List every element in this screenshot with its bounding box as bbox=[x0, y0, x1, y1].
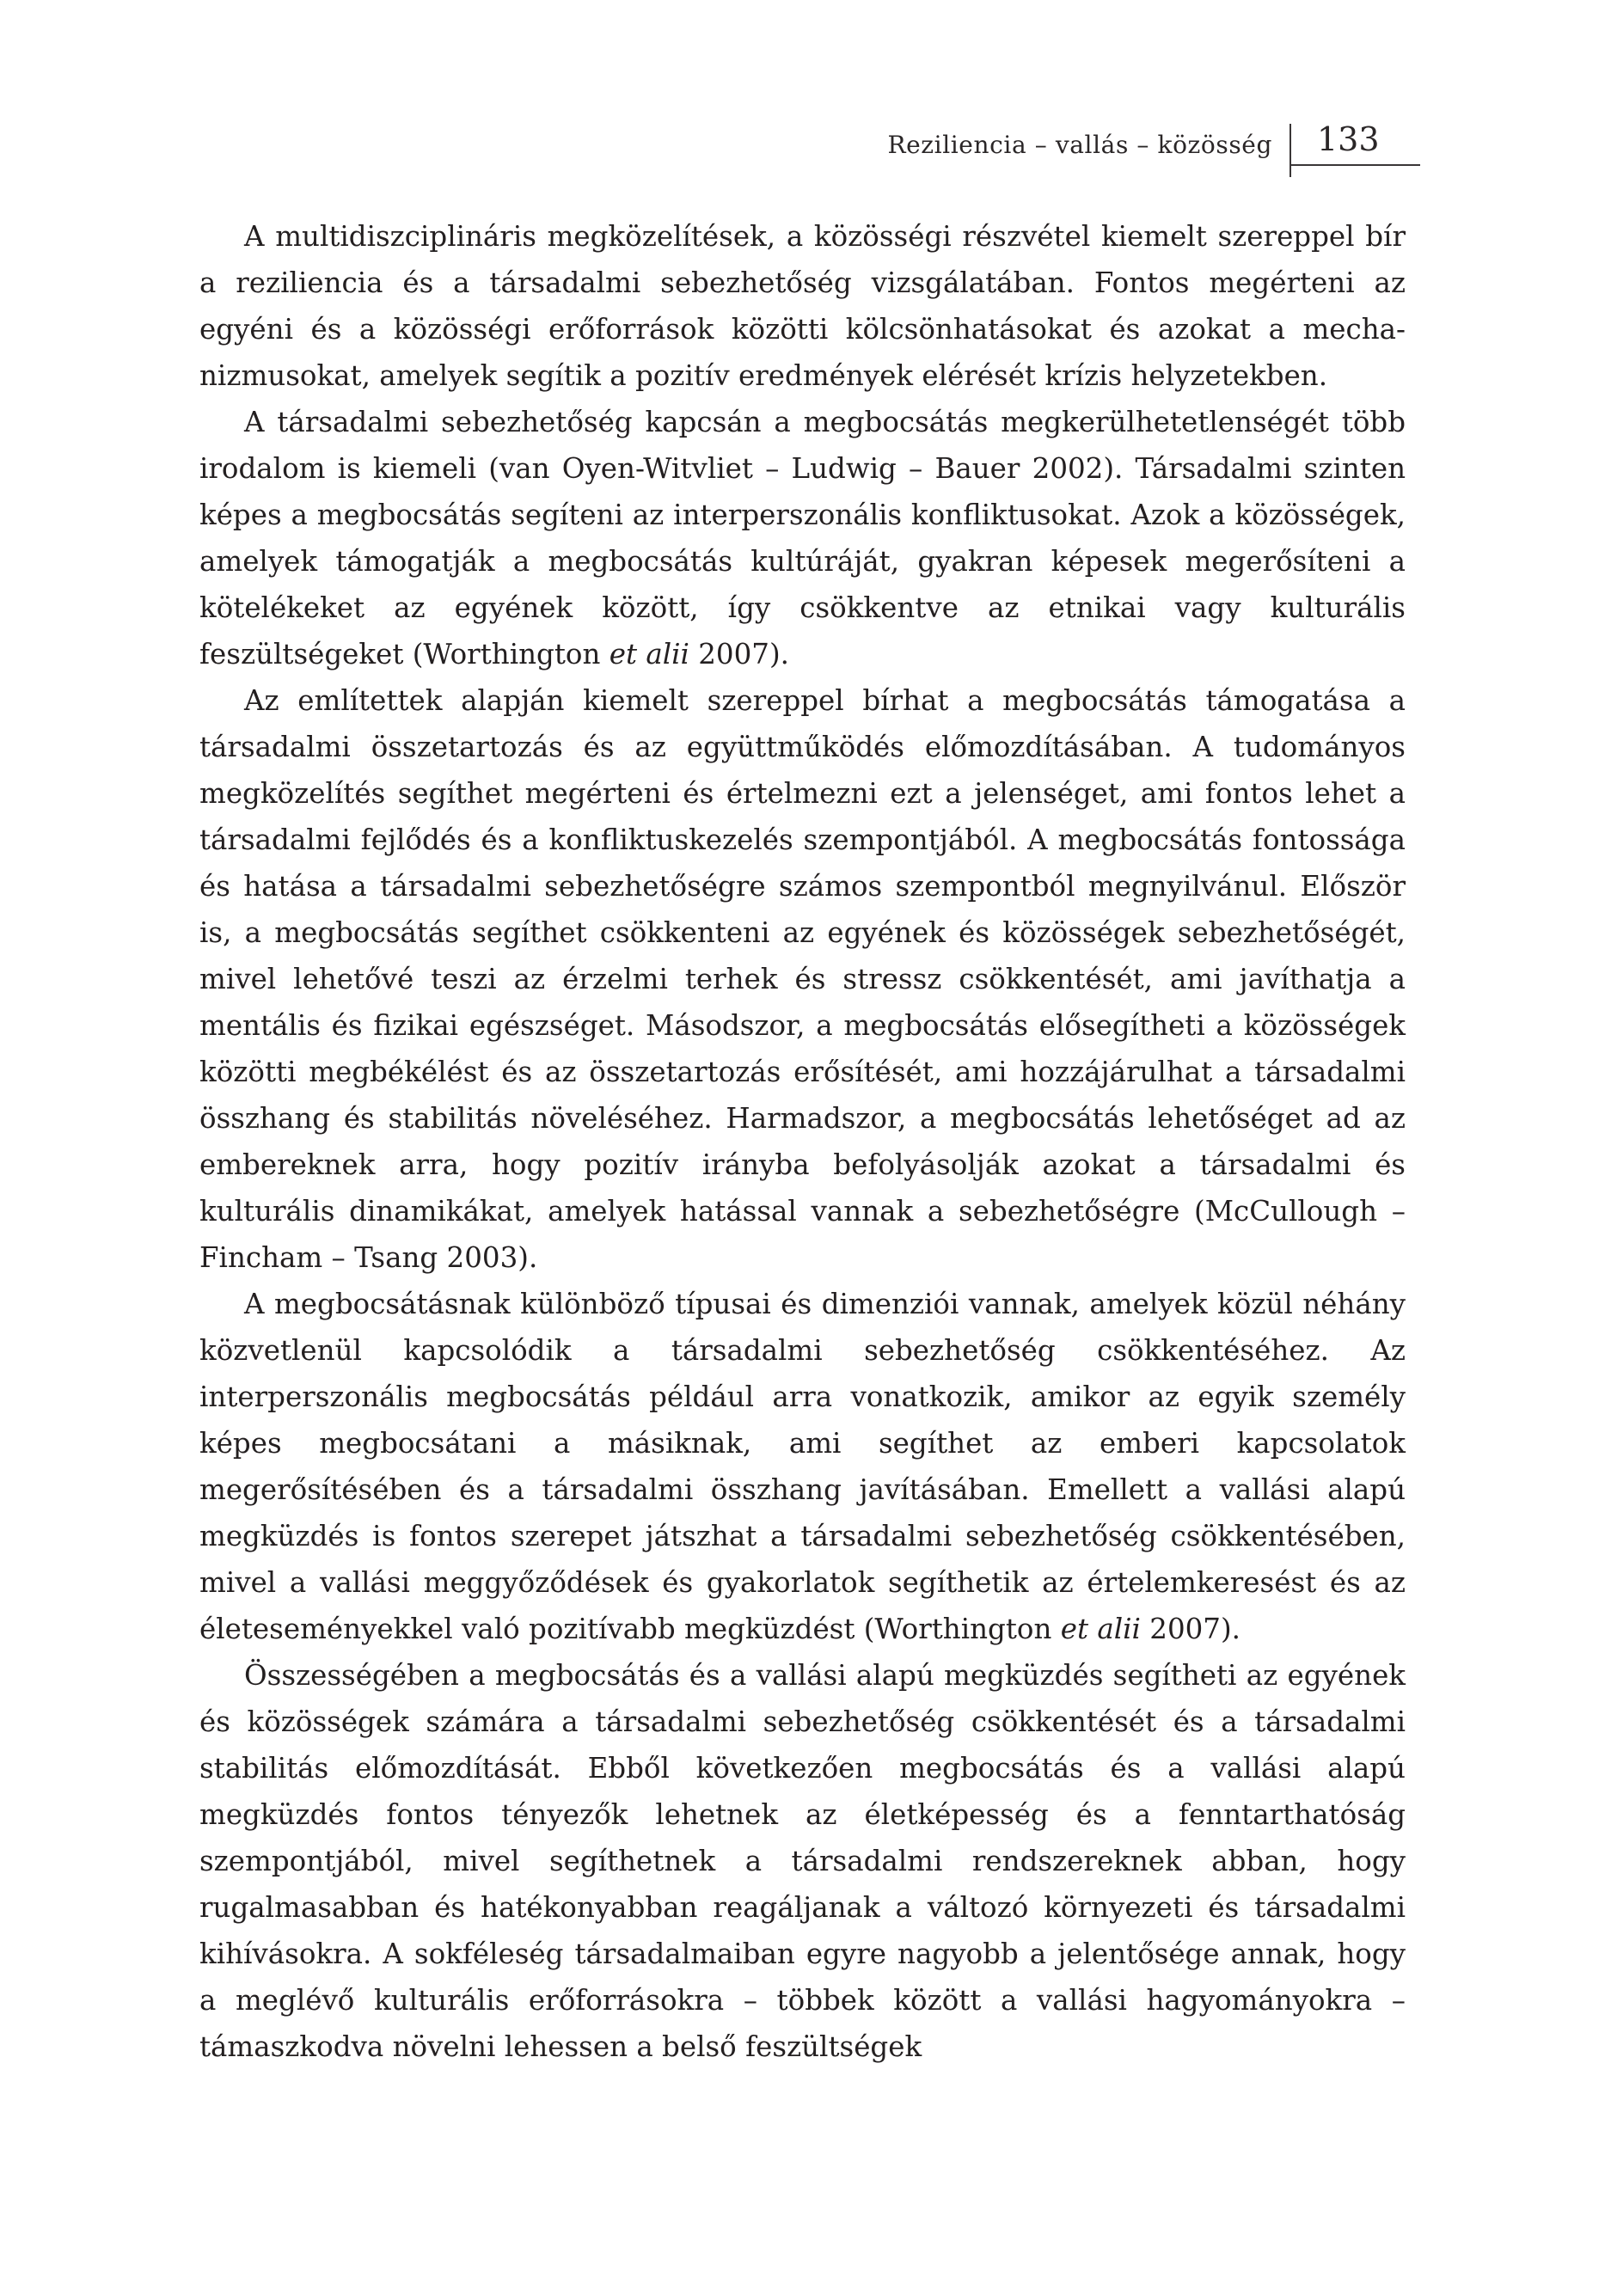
paragraph-text: 2007). bbox=[689, 638, 789, 670]
body-text bbox=[199, 213, 1406, 2070]
paragraph-italic-text: et alii bbox=[609, 638, 689, 670]
header-horizontal-rule bbox=[1290, 164, 1420, 166]
running-title: Reziliencia – vallás – közösség bbox=[887, 131, 1272, 159]
paragraph bbox=[199, 1281, 1406, 1652]
page-header bbox=[0, 112, 1605, 181]
paragraph bbox=[199, 677, 1406, 1281]
paragraph-text: Összességében a megbocsátás és a vallási alapú megküzdés segítheti az egyének és közösségek számára a társadalmi sebezhetőség csökkentését és a társadalmi stabilitás előmozdítását. Ebből következően megbocsátás és a vallási alapú megküzdés fontos tényezők lehetnek az életképesség és a fenntarthatóság szempontjából, mivel segíthetnek a társadalmi rendszereknek abban, hogy rugalmasabban és hatékonyabban reagáljanak a változó környezeti és társadalmi kihívásokra. A sokféleség társadalmaiban egyre nagyobb a jelentősége annak, hogy a meglévő kulturális erőforrásokra – többek között a vallási hagyományokra – támaszkodva növelni lehessen a belső feszültségek bbox=[199, 1659, 1406, 2063]
paragraph bbox=[199, 399, 1406, 677]
paragraph-text: 2007). bbox=[1140, 1613, 1241, 1645]
paragraph bbox=[199, 1652, 1406, 2070]
page-number: 133 bbox=[1317, 120, 1380, 158]
paragraph-text: Az említettek alapján kiemelt szereppel bírhat a megbocsátás támogatása a társadalmi összetartozás és az együttműködés előmozdításában. A tudományos megközelítés segíthet megérteni és értelmezni ezt a jelenséget, ami fontos lehet a társadalmi fejlődés és a konfliktuskezelés szempontjából. A megbocsátás fontossága és hatása a társadalmi sebezhetőségre számos szempontból megnyilvánul. Először is, a megbocsátás segíthet csökkenteni az egyének és közösségek sebezhetőségét, mivel lehetővé teszi az érzelmi terhek és stressz csökkentését, ami javíthatja a mentális és fizikai egészséget. Másodszor, a megbocsátás elősegítheti a közösségek közötti megbékélést és az összetartozás erősítését, ami hozzájárulhat a társadalmi összhang és stabilitás növeléséhez. Harmadszor, a megbocsátás lehetőséget ad az embereknek arra, hogy pozitív irányba befolyásolják azokat a társadalmi és kulturális dinamikákat, amelyek hatással vannak a sebezhetőségre (McCullough – Fincham – Tsang 2003). bbox=[199, 684, 1406, 1274]
paragraph-text: A multidiszciplináris megközelítések, a közösségi részvétel kiemelt szereppel bír a reziliencia és a társadalmi sebezhetőség vizsgálatában. Fontos megérteni az egyéni és a közösségi erőforrások közötti kölcsönhatásokat és azokat a mechanizmusokat, amelyek segítik a pozitív eredmények elérését krízis helyzetekben. bbox=[199, 220, 1406, 392]
paragraph-text: A társadalmi sebezhetőség kapcsán a megbocsátás megkerülhetetlenségét több irodalom is kiemeli (van Oyen-Witvliet – Ludwig – Bauer 2002). Társadalmi szinten képes a megbocsátás segíteni az interperszonális konfliktusokat. Azok a közösségek, amelyek támogatják a megbocsátás kultúráját, gyakran képesek megerősíteni a kötelékeket az egyének között, így csökkentve az etnikai vagy kulturális feszültségeket (Worthington bbox=[199, 406, 1406, 670]
header-vertical-rule bbox=[1290, 124, 1291, 177]
paragraph-italic-text: et alii bbox=[1060, 1613, 1141, 1645]
paragraph bbox=[199, 213, 1406, 399]
paragraph-text: A megbocsátásnak különböző típusai és dimenziói vannak, amelyek közül néhány közvetlenül kapcsolódik a társadalmi sebezhetőség csökkentéséhez. Az interperszonális megbocsátás például arra vonatkozik, amikor az egyik személy képes megbocsátani a másiknak, ami segíthet az emberi kapcsolatok megerősítésében és a társadalmi összhang javításában. Emellett a vallási alapú megküzdés is fontos szerepet játszhat a társadalmi sebezhetőség csökkentésében, mivel a vallási meggyőződések és gyakorlatok segíthetik az értelemkeresést és az életeseményekkel való pozitívabb megküzdést (Worthington bbox=[199, 1288, 1406, 1645]
